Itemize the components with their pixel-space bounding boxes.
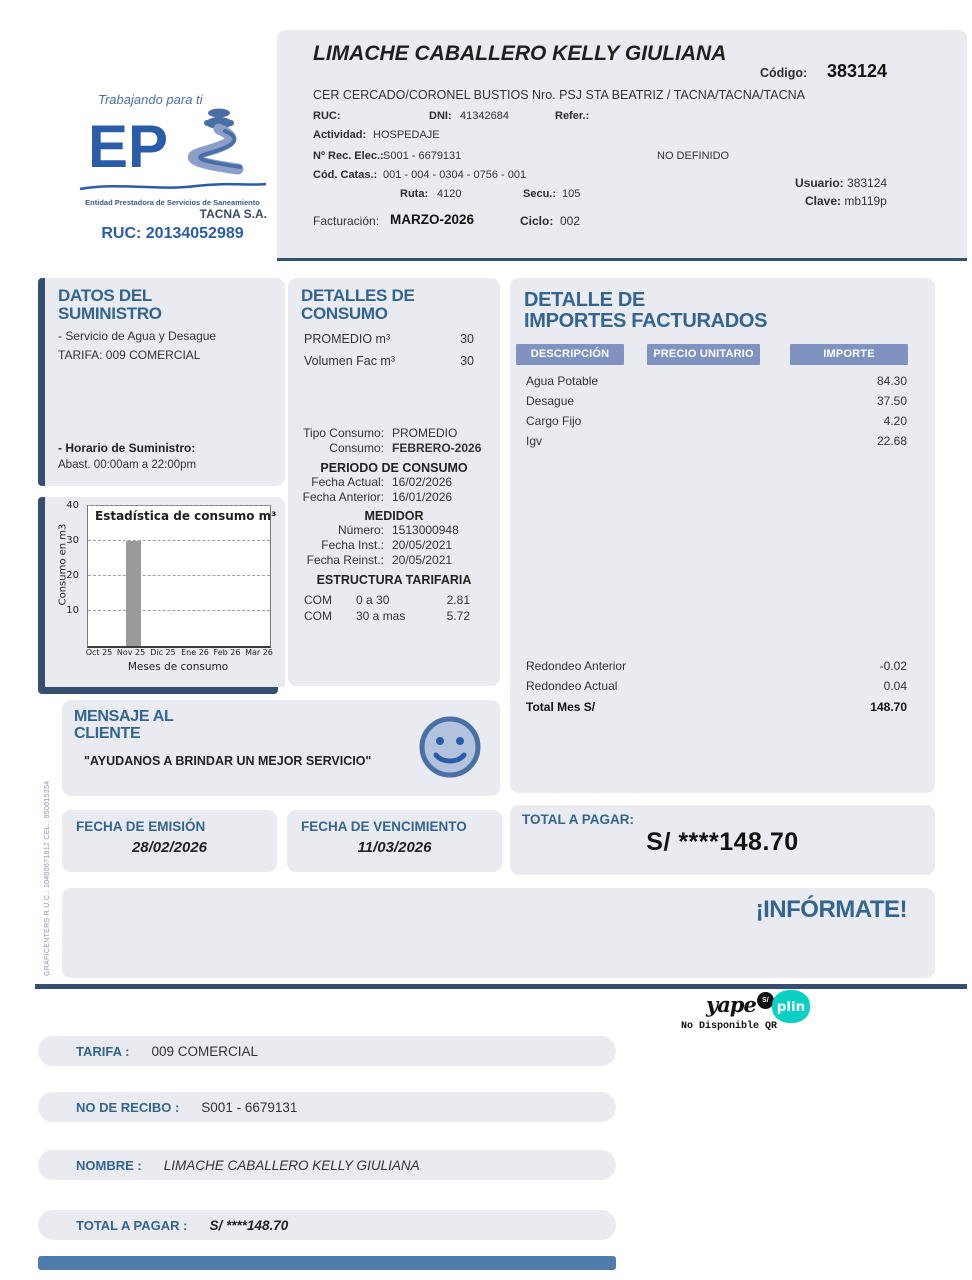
tipo-consumo-value: PROMEDIO	[392, 426, 458, 440]
importes-title	[510, 278, 935, 332]
facturacion-label: Facturación:	[313, 214, 380, 228]
company-ruc: RUC: 20134052989	[101, 225, 244, 242]
ruc-label: RUC:	[313, 110, 341, 122]
yape-currency-badge: S/	[757, 992, 774, 1009]
fecha-actual-row	[288, 475, 500, 490]
logo-tagline: Trabajando para ti	[98, 92, 203, 107]
facturacion-value: MARZO-2026	[390, 212, 475, 227]
row-importe: 84.30	[876, 374, 907, 388]
header-box	[277, 30, 967, 261]
total-mes-row	[526, 700, 907, 714]
importes-facturados-box	[510, 278, 935, 793]
chart-gridline	[88, 505, 270, 506]
chart-title: Estadística de consumo m³	[95, 509, 277, 523]
row-importe: -0.02	[879, 659, 907, 673]
footer-field-value: LIMACHE CABALLERO KELLY GIULIANA	[163, 1157, 420, 1173]
total-mes-value: 148.70	[870, 700, 907, 714]
chart-x-tick: Feb 26	[213, 648, 241, 657]
volumen-value: 30	[460, 354, 474, 368]
table-row	[526, 434, 907, 448]
periodo-title: PERIODO DE CONSUMO	[320, 461, 468, 475]
tipo-consumo-label: Tipo Consumo:	[303, 426, 384, 440]
row-desc: Redondeo Actual	[526, 679, 618, 693]
medidor-numero-value: 1513000948	[392, 523, 459, 537]
footer-field-label: NO DE RECIBO :	[76, 1099, 180, 1115]
promedio-label: PROMEDIO m³	[304, 332, 391, 346]
clave-label: Clave:	[805, 194, 842, 208]
usuario-value: 383124	[847, 176, 888, 190]
datos-title-line1: DATOS DEL	[58, 286, 152, 305]
chart-y-tick: 30	[66, 535, 79, 546]
row-desc: Redondeo Anterior	[526, 659, 627, 673]
cod-catas-label: Cód. Catas.:	[313, 169, 378, 181]
chart-box-bottom-bar	[38, 687, 278, 694]
volumen-row	[288, 354, 500, 368]
fecha-vencimiento-box	[287, 810, 502, 872]
tarifa-precio: 5.72	[446, 609, 470, 623]
chart-gridline	[88, 540, 270, 541]
row-desc: Igv	[526, 434, 543, 448]
footer-field-value: S001 - 6679131	[201, 1099, 298, 1115]
no-definido-text: NO DEFINIDO	[657, 150, 730, 162]
consumo-mes-value: FEBRERO-2026	[392, 441, 482, 455]
datos-suministro-box	[38, 278, 285, 486]
horario-label: - Horario de Suministro:	[58, 441, 196, 455]
datos-title-line2: SUMINISTRO	[58, 304, 162, 323]
cod-catas-value: 001 - 004 - 0304 - 0756 - 001	[383, 169, 527, 181]
summary-row	[526, 659, 907, 673]
total-a-pagar-label: TOTAL A PAGAR:	[522, 812, 634, 827]
total-a-pagar-value: S/ ****148.70	[646, 828, 799, 856]
footer-field-recibo	[38, 1092, 616, 1122]
actividad-value: HOSPEDAJE	[373, 129, 440, 141]
ciclo-value: 002	[560, 214, 581, 228]
chart-x-tick: Dic 25	[150, 648, 176, 657]
tipo-consumo-row	[288, 426, 500, 441]
promedio-value: 30	[460, 332, 474, 346]
tarifa-rango: 0 a 30	[356, 593, 390, 607]
consumo-mes-row	[288, 441, 500, 456]
customer-address: CER CERCADO/CORONEL BUSTIOS Nro. PSJ STA BEATRIZ / TACNA/TACNA/TACNA	[313, 88, 805, 102]
chart-x-axis-label: Meses de consumo	[127, 661, 229, 673]
footer-field-value: S/ ****148.70	[209, 1217, 289, 1233]
footer-field-tarifa	[38, 1036, 616, 1066]
fecha-inst-value: 20/05/2021	[392, 538, 453, 552]
row-importe: 22.68	[876, 434, 907, 448]
tarifa-text: TARIFA: 009 COMERCIAL	[58, 348, 201, 362]
customer-name: LIMACHE CABALLERO KELLY GIULIANA	[313, 42, 727, 65]
qr-unavailable-note: No Disponible QR	[681, 1021, 778, 1032]
chart-bar	[126, 541, 141, 646]
consumo-title	[288, 278, 500, 323]
estructura-title: ESTRUCTURA TARIFARIA	[316, 573, 472, 587]
chart-y-tick: 20	[66, 570, 79, 581]
column-header-importe: IMPORTE	[790, 344, 908, 365]
fecha-emision-value: 28/02/2026	[131, 839, 208, 856]
footer-field-label: TARIFA :	[76, 1043, 130, 1059]
fecha-reinst-label: Fecha Reinst.:	[306, 553, 384, 567]
chart-x-tick: Mar 26	[245, 648, 273, 657]
tarifa-precio: 2.81	[446, 593, 470, 607]
logo-subtitle: Entidad Prestadora de Servicios de Saneamiento	[85, 198, 260, 207]
medidor-title: MEDIDOR	[364, 509, 424, 523]
detalles-consumo-box	[288, 278, 500, 686]
yape-logo	[706, 992, 774, 1017]
tarifa-cat: COM	[304, 593, 332, 607]
codigo-value: 383124	[827, 61, 888, 81]
mensaje-title-line1: MENSAJE AL	[74, 708, 174, 725]
importes-title-line1: DETALLE DE	[524, 289, 646, 311]
dni-value: 41342684	[460, 110, 509, 122]
datos-title	[45, 278, 285, 323]
table-row	[526, 394, 907, 408]
row-desc: Agua Potable	[526, 374, 599, 388]
chart-x-axis-ticks	[83, 648, 275, 657]
row-desc: Cargo Fijo	[526, 414, 582, 428]
promedio-row	[288, 332, 500, 346]
total-a-pagar-box	[510, 805, 935, 875]
chart-x-tick: Nov 25	[116, 648, 146, 657]
smiley-face-icon	[418, 715, 482, 779]
mensaje-title-line2: CLIENTE	[74, 725, 141, 742]
mensaje-text: "AYUDANOS A BRINDAR UN MEJOR SERVICIO"	[84, 754, 372, 768]
table-row	[526, 374, 907, 388]
chart-y-axis-ticks	[59, 500, 83, 645]
ruta-label: Ruta:	[400, 188, 429, 200]
column-header-precio-unitario: PRECIO UNITARIO	[647, 344, 760, 365]
logo-company-name: TACNA S.A.	[199, 207, 267, 221]
dni-label: DNI:	[429, 110, 452, 122]
consumo-title-line1: DETALLES DE	[301, 286, 415, 305]
row-importe: 0.04	[883, 679, 907, 693]
consumo-title-line2: CONSUMO	[301, 304, 388, 323]
refer-label: Refer.:	[555, 110, 590, 122]
fecha-actual-value: 16/02/2026	[392, 475, 453, 489]
ciclo-label: Ciclo:	[520, 214, 554, 228]
fecha-emision-box	[62, 810, 277, 872]
yape-wordmark: yape	[706, 992, 756, 1017]
column-header-descripcion: DESCRIPCIÓN	[516, 344, 624, 365]
fecha-vencimiento-label: FECHA DE VENCIMIENTO	[301, 819, 467, 834]
total-mes-label: Total Mes S/	[526, 700, 596, 714]
chart-y-tick: 10	[66, 605, 79, 616]
chart-gridline	[88, 610, 270, 611]
summary-row	[526, 679, 907, 693]
secu-value: 105	[562, 188, 581, 200]
bottom-blue-bar	[38, 1256, 616, 1270]
volumen-label: Volumen Fac m³	[304, 354, 396, 368]
servicio-text: - Servicio de Agua y Desague	[58, 329, 217, 343]
tarifa-rango: 30 a mas	[356, 609, 406, 623]
printer-side-note: GRAFICENTERS R.U.C.: 10400671812 CEL.: 950615354	[44, 780, 51, 976]
navy-separator-bar	[35, 984, 967, 989]
fecha-emision-label: FECHA DE EMISIÓN	[76, 819, 206, 834]
fecha-actual-label: Fecha Actual:	[311, 475, 384, 489]
clave-row	[805, 194, 887, 208]
codigo-label: Código:	[760, 66, 808, 80]
footer-field-value: 009 COMERCIAL	[151, 1043, 258, 1059]
fecha-inst-row	[288, 538, 500, 553]
medidor-numero-row	[288, 523, 500, 538]
fecha-anterior-value: 16/01/2026	[392, 490, 453, 504]
chart-x-tick: Oct 25	[85, 648, 113, 657]
rec-elec-label: Nº Rec. Elec.:	[313, 150, 384, 162]
fecha-anterior-row	[288, 490, 500, 505]
footer-field-label: NOMBRE :	[76, 1157, 142, 1173]
rec-elec-value: S001 - 6679131	[383, 150, 462, 162]
informate-text: ¡INFÓRMATE!	[755, 896, 907, 923]
mensaje-cliente-box	[62, 700, 500, 796]
footer-field-label: TOTAL A PAGAR :	[76, 1217, 188, 1233]
consumption-chart-box	[38, 497, 285, 687]
table-row	[526, 414, 907, 428]
row-importe: 4.20	[883, 414, 907, 428]
fecha-reinst-row	[288, 553, 500, 568]
svg-text:EP: EP	[87, 113, 168, 179]
tarifa-row	[288, 593, 500, 607]
chart-y-tick: 40	[66, 500, 79, 511]
tarifa-cat: COM	[304, 609, 332, 623]
informate-box	[62, 888, 935, 978]
consumption-chart	[45, 497, 285, 687]
logo-wave-divider	[78, 182, 268, 192]
ruta-value: 4120	[437, 188, 462, 200]
fecha-vencimiento-value: 11/03/2026	[357, 839, 432, 856]
tarifa-row	[288, 609, 500, 623]
importes-title-line2: IMPORTES FACTURADOS	[524, 310, 768, 332]
fecha-inst-label: Fecha Inst.:	[321, 538, 384, 552]
chart-x-tick: Ene 26	[181, 648, 209, 657]
row-importe: 37.50	[876, 394, 907, 408]
company-logo-block	[70, 92, 275, 243]
consumo-mes-label: Consumo:	[329, 441, 384, 455]
chart-gridline	[88, 575, 270, 576]
spacer	[288, 368, 500, 426]
chart-y-axis-label: Consumo en m3	[57, 523, 69, 606]
eps-water-logo-icon	[88, 107, 258, 179]
usuario-row	[795, 176, 887, 190]
usuario-label: Usuario:	[795, 176, 844, 190]
plin-logo: plin	[772, 990, 810, 1023]
medidor-numero-label: Número:	[337, 523, 384, 537]
footer-field-total	[38, 1210, 616, 1240]
fecha-reinst-value: 20/05/2021	[392, 553, 453, 567]
chart-plot-area	[87, 505, 277, 648]
logo-row	[70, 107, 275, 179]
actividad-label: Actividad:	[313, 129, 367, 141]
footer-field-nombre	[38, 1150, 616, 1180]
secu-label: Secu.:	[523, 188, 557, 200]
horario-value: Abast. 00:00am a 22:00pm	[58, 459, 197, 471]
clave-value: mb119p	[844, 194, 887, 208]
row-desc: Desague	[526, 394, 575, 408]
fecha-anterior-label: Fecha Anterior:	[302, 490, 384, 504]
